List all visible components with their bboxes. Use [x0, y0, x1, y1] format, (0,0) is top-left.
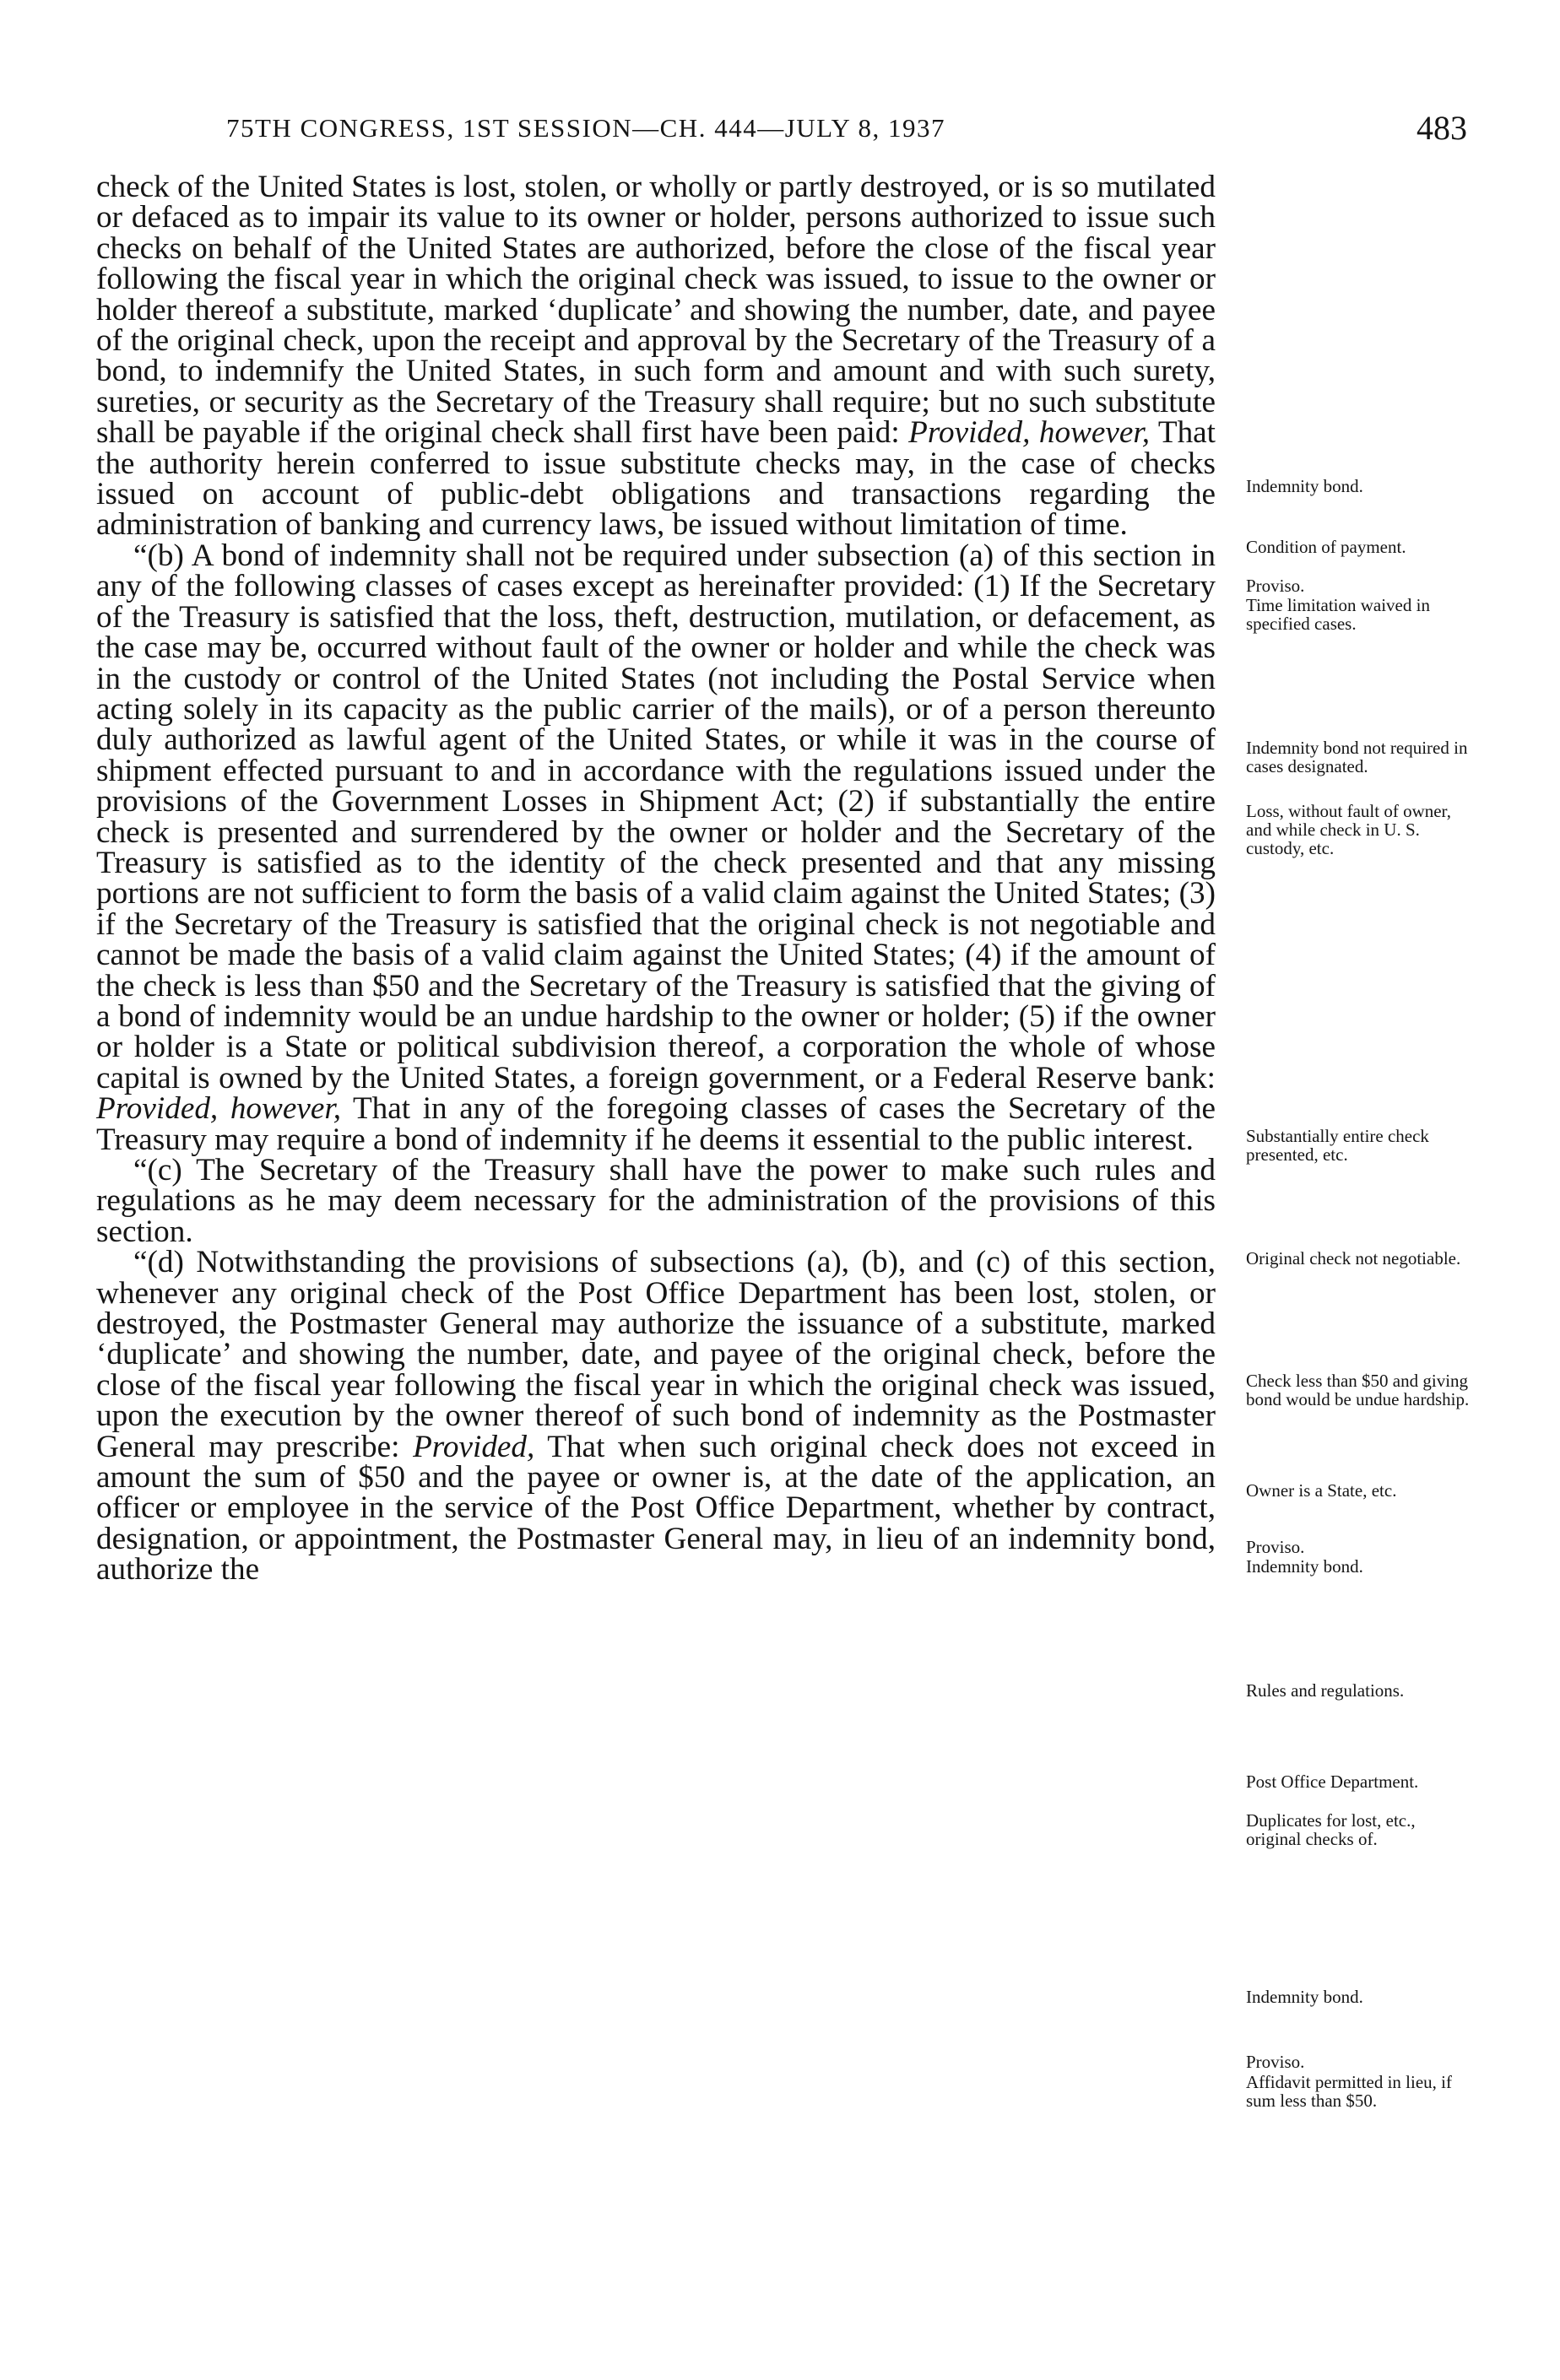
margin-note-proviso: Proviso.	[1246, 2052, 1305, 2072]
margin-note: Indemnity bond.	[1246, 1987, 1363, 2007]
margin-note-proviso: Proviso.	[1246, 576, 1305, 596]
proviso-italic: Provided,	[413, 1429, 535, 1464]
paragraph-a-continued: check of the United States is lost, stolen, or wholly or partly destroyed, or is so mutilated or defaced as to impair its value to its owner or holder, persons authorized to issue such checks on behalf of the United States are authorized, before the close of the fiscal year following the fiscal year in which the original check was issued, to issue to the owner or holder thereof a substitute, marked ‘duplicate’ and showing the number, date, and payee of the original check, upon the receipt and approval by the Secretary of the Treasury of a bond, to indemnify the United States, in such form and amount and with such surety, sureties, or security as the Secretary of the Treasury shall require; but no such substitute shall be payable if the original check shall first have been paid: Provided, however, That the authority herein conferred to issue substitute checks may, in the case of checks issued on account of public-debt obligations and transactions regarding the administration of banking and currency laws, be issued without limitation of time.	[96, 170, 1216, 543]
margin-note: Owner is a State, etc.	[1246, 1480, 1397, 1501]
margin-note: Condition of payment.	[1246, 537, 1406, 557]
margin-note: Indemnity bond.	[1246, 1556, 1363, 1577]
margin-note: Substantially entire check presented, etc.	[1246, 1126, 1429, 1165]
margin-note: Loss, without fault of owner, and while check in U. S. custody, etc.	[1246, 801, 1451, 858]
statute-text	[96, 172, 1216, 1586]
margin-note: Time limitation waived in specified cases.	[1246, 595, 1430, 634]
running-head-title: 75TH CONGRESS, 1ST SESSION—CH. 444—JULY 8, 1937	[226, 113, 945, 143]
margin-note: Duplicates for lost, etc., original checks of.	[1246, 1810, 1416, 1849]
paragraph-b: “(b) A bond of indemnity shall not be required under subsection (a) of this section in any of the following classes of cases except as hereinafter provided: (1) If the Secretary of the Treasury is satisfied that the loss, theft, destruction, mutilation, or defacement, as the case may be, occurred without fault of the owner or holder and while the check was in the custody or control of the United States (not including the Postal Service when acting solely in its capacity as the public carrier of the mails), or of a person thereunto duly authorized as lawful agent of the United States, or while it was in the course of shipment effected pursuant to and in accordance with the regulations issued under the provisions of the Government Losses in Shipment Act; (2) if substantially the entire check is presented and surrendered by the owner or holder and the Secretary of the Treasury is satisfied as to the identity of the check presented and that any missing portions are not sufficient to form the basis of a valid claim against the United States; (3) if the Secretary of the Treasury is satisfied that the original check is not negotiable and cannot be made the basis of a valid claim against the United States; (4) if the amount of the check is less than $50 and the Secretary of the Treasury is satisfied that the giving of a bond of indemnity would be an undue hardship to the owner or holder; (5) if the owner or holder is a State or political subdivision thereof, a corporation the whole of whose capital is owned by the United States, a foreign government, or a Federal Reserve bank: Provided, however, That in any of the foregoing classes of cases the Secretary of the Treasury may require a bond of indemnity if he deems it essential to the public interest.	[96, 538, 1216, 1157]
running-head	[226, 108, 1467, 147]
proviso-italic: Provided, however,	[96, 1091, 341, 1127]
paragraph-d: “(d) Notwithstanding the provisions of subsections (a), (b), and (c) of this section, whenever any original check of the Post Office Department has been lost, stolen, or destroyed, the Postmaster General may authorize the issuance of a substitute, marked ‘duplicate’ and showing the number, date, and payee of the original check, before the close of the fiscal year following the fiscal year in which the original check was issued, upon the execution by the owner thereof of such bond of indemnity as the Postmaster General may prescribe: Provided, That when such original check does not exceed in amount the sum of $50 and the payee or owner is, at the date of the application, an officer or employee in the service of the Post Office Department, whether by contract, designation, or appointment, the Postmaster General may, in lieu of an indemnity bond, authorize the	[96, 1245, 1216, 1588]
page-number: 483	[1416, 109, 1467, 147]
proviso-italic: Provided, however,	[908, 415, 1151, 451]
margin-note: Rules and regulations.	[1246, 1680, 1405, 1701]
margin-note: Post Office Department.	[1246, 1771, 1419, 1792]
margin-note: Check less than $50 and giving bond would be undue hardship.	[1246, 1371, 1470, 1409]
margin-note: Affidavit permitted in lieu, if sum less than $50.	[1246, 2072, 1452, 2111]
margin-note-proviso: Proviso.	[1246, 1537, 1305, 1557]
margin-note: Original check not negotiable.	[1246, 1248, 1461, 1268]
paragraph-c: “(c) The Secretary of the Treasury shall have the power to make such rules and regulations as he may deem necessary for the administration of the provisions of this section.	[96, 1153, 1216, 1249]
margin-note: Indemnity bond not required in cases designated.	[1246, 738, 1468, 776]
margin-note: Indemnity bond.	[1246, 476, 1363, 496]
